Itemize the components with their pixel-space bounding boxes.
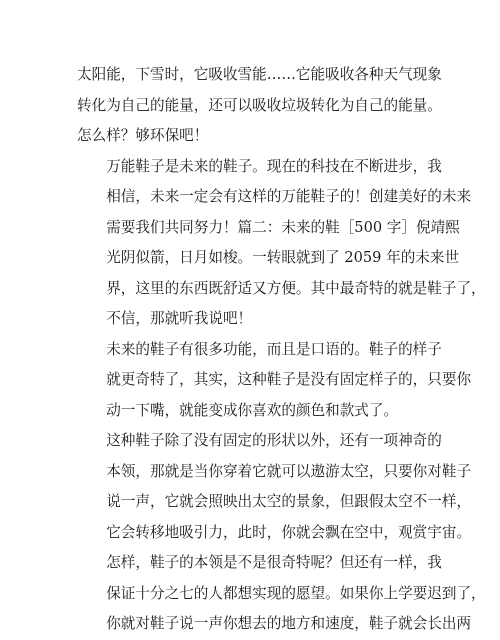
text-line: 转化为自己的能量，还可以吸收垃圾转化为自己的能量。 — [77, 96, 442, 114]
paragraph — [77, 60, 442, 152]
text-line: 这种鞋子除了没有固定的形状以外，还有一项神奇的 — [106, 432, 442, 449]
paragraph — [77, 426, 472, 548]
paragraph — [77, 243, 486, 335]
paragraph — [77, 548, 486, 640]
text-line: 就更奇特了，其实，这种鞋子是没有固定样子的，只要你 — [106, 371, 472, 388]
text-line: 界，这里的东西既舒适又方便。其中最奇特的就是鞋子了， — [106, 279, 486, 297]
document-body — [77, 60, 486, 640]
text-line: 保证十分之七的人都想实现的愿望。如果你上学要迟到了， — [106, 584, 486, 602]
paragraph — [77, 152, 472, 244]
text-line: 需要我们共同努力！篇二：未来的鞋［500 字］倪靖熙 — [106, 218, 460, 236]
text-line: 光阴似箭，日月如梭。一转眼就到了 2059 年的未来世 — [106, 249, 460, 266]
text-line: 怎样，鞋子的本领是不是很奇特呢？但还有一样，我 — [106, 554, 442, 571]
text-line: 怎么样？够环保吧！ — [77, 127, 209, 144]
text-line: 不信，那就听我说吧！ — [106, 310, 253, 327]
text-line: 你就对鞋子说一声你想去的地方和速度，鞋子就会长出两 — [106, 615, 472, 632]
text-line: 未来的鞋子有很多功能，而且是口语的。鞋子的样子 — [106, 340, 442, 358]
text-line: 动一下嘴，就能变成你喜欢的颜色和款式了。 — [106, 401, 399, 419]
text-line: 它会转移地吸引力，此时，你就会飘在空中，观赏宇宙。 — [106, 523, 472, 541]
text-line: 相信，未来一定会有这样的万能鞋子的！创建美好的未来 — [106, 188, 472, 205]
text-line: 本领，那就是当你穿着它就可以遨游太空，只要你对鞋子 — [106, 462, 472, 480]
paragraph — [77, 335, 472, 427]
text-line: 说一声，它就会照映出太空的景象，但跟假太空不一样， — [106, 493, 472, 510]
text-line: 万能鞋子是未来的鞋子。现在的科技在不断进步，我 — [106, 157, 442, 175]
text-line: 太阳能，下雪时，它吸收雪能……它能吸收各种天气现象 — [77, 66, 442, 83]
